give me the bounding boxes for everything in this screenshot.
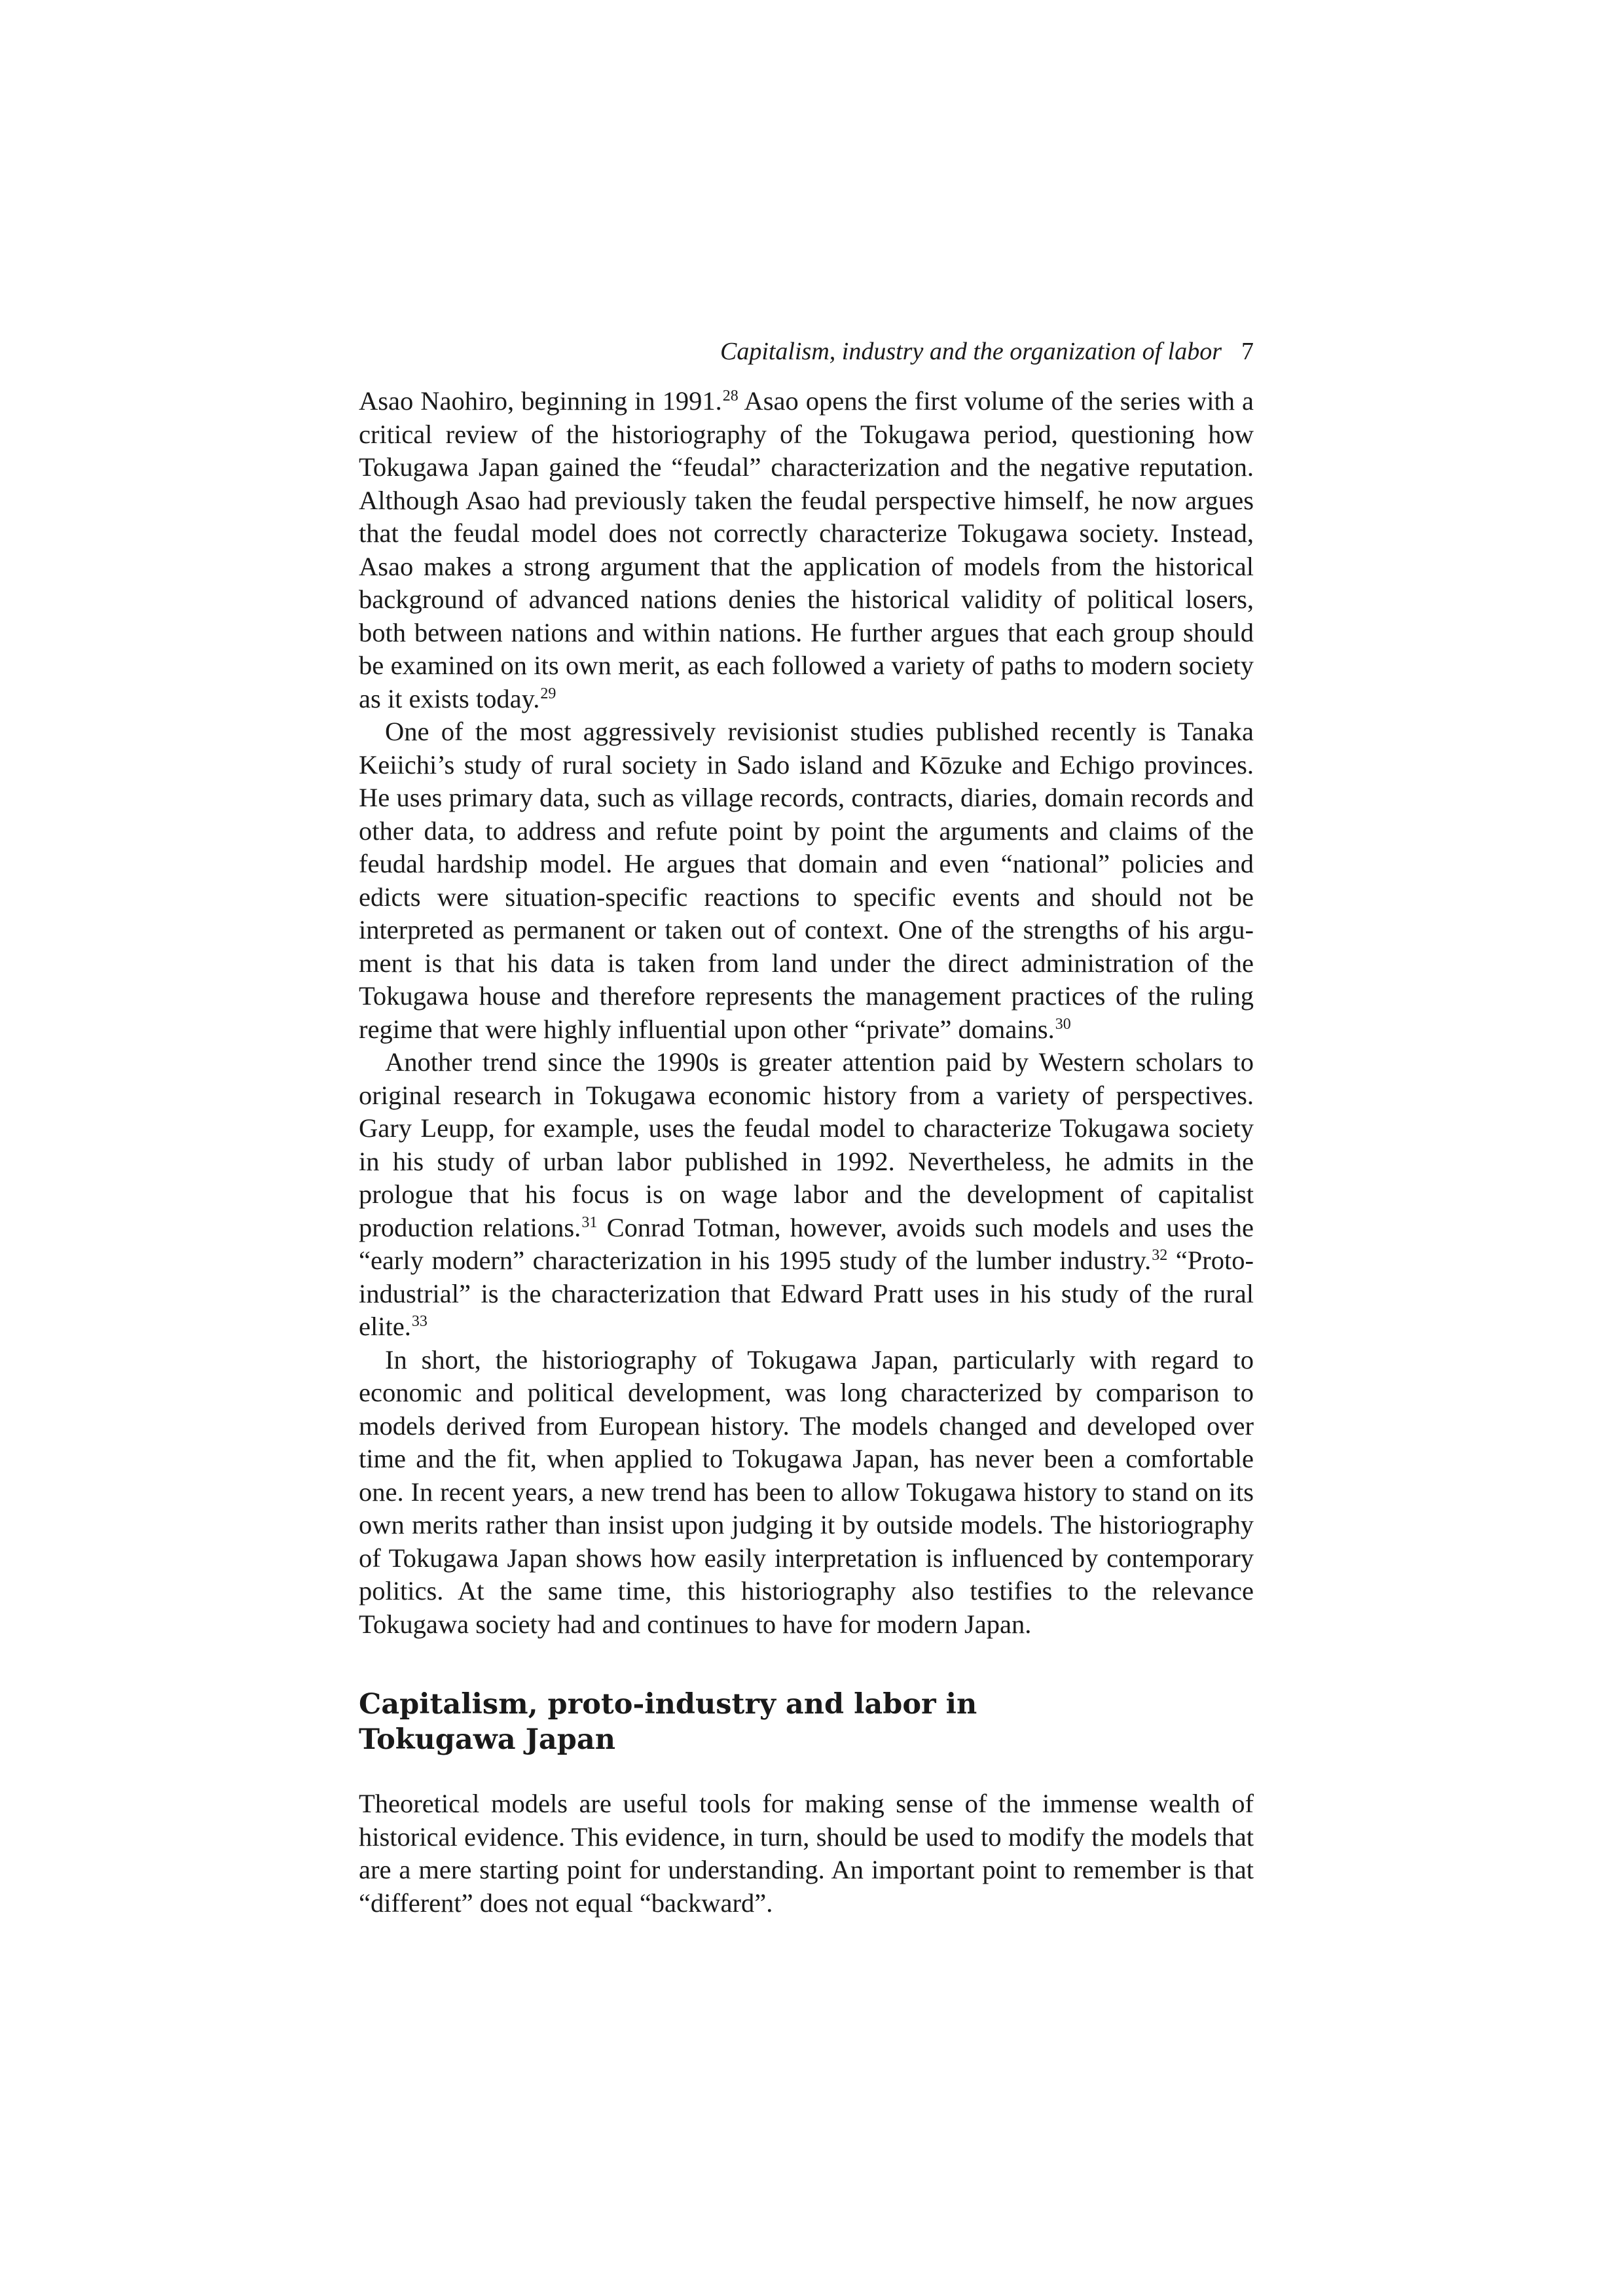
text-run: Conrad Totman, however, avoids such models and uses the “early modern” characterization in his 1995 study of the lumber industry. [359,1212,1254,1275]
body-paragraph [359,715,1254,1046]
body-paragraph [359,1046,1254,1344]
body-paragraph [359,385,1254,715]
page-number: 7 [1241,338,1254,365]
running-head [359,335,1254,368]
text-run: “Proto-industrial” is the characterization that Edward Pratt uses in his study of the rural elite. [359,1246,1254,1341]
body-text [359,385,1254,1920]
running-head-title: Capitalism, industry and the organization of labor [720,338,1222,365]
text-run: Asao opens the first volume of the series with a critical review of the historiography of the Tokugawa period, questioning how Tokugawa Japan gained the “feudal” characterization and the negative reputation. Although Asao had previously taken the feudal perspective himself, he now argues that the feudal model does not correctly characterize Tokugawa society. Instead, Asao makes a strong argument that the application of models from the historical background of advanced nations denies the historical validity of political losers, both between nations and within nations. He further argues that each group should be examined on its own merit, as each followed a variety of paths to modern society as it exists today. [359,386,1254,713]
section-paragraph: Theoretical models are useful tools for making sense of the immense wealth of historical evidence. This evidence, in turn, should be used to modify the models that are a mere starting point for understanding. An important point to remember is that “different” does not equal “backward”. [359,1789,1254,1918]
footnote-marker[interactable]: 30 [1055,1015,1071,1033]
section-heading [359,1687,1013,1757]
footnote-marker[interactable]: 28 [722,387,739,404]
text-run: In short, the historiography of Tokugawa Japan, particularly with regard to economic and political development, was long characterized by comparison to models derived from European history. The models changed and developed over time and the fit, when applied to Tokugawa Japan, has never been a comfortable one. In recent years, a new trend has been to allow Tokugawa history to stand on its own merits rather than insist upon judging it by outside models. The historiography of Tokugawa Japan shows how easily interpretation is influenced by contemporary politics. At the same time, this historiography also testifies to the relevance Tokugawa society had and continues to have for modern Japan. [359,1344,1254,1639]
footnote-marker[interactable]: 29 [540,685,556,702]
text-run: Another trend since the 1990s is greater attention paid by Western scholars to original research in Tokugawa economic history from a variety of perspectives. Gary Leupp, for example, uses the feudal model to characterize Tokugawa society in his study of urban labor published in 1992. Nevertheless, he admits in the prologue that his focus is on wage labor and the development of capitalist production relations. [359,1047,1254,1242]
section-heading-line-1: Capitalism, proto-industry and labor in [359,1688,977,1721]
footnote-marker[interactable]: 33 [411,1313,428,1330]
body-paragraph [359,1344,1254,1641]
footnote-marker[interactable]: 32 [1152,1247,1168,1264]
text-run: Asao Naohiro, beginning in 1991. [359,386,722,416]
footnote-marker[interactable]: 31 [581,1213,598,1231]
paragraphs-container [359,385,1254,1641]
section-heading-line-2: Tokugawa Japan [359,1723,615,1756]
text-run: One of the most aggressively revisionist studies published recently is Tanaka Keiichi’s study of rural society in Sado island and Kōzuke and Echigo provinces. He uses primary data, such as village records, contracts, diaries, domain records and other data, to address and refute point by point the arguments and claims of the feudal hardship model. He argues that domain and even “national” policies and edicts were situation-specific reactions to specific events and should not be interpreted as permanent or taken out of context. One of the strengths of his argument is that his data is taken from land under the direct administration of the Tokugawa house and therefore represents the management practices of the ruling regime that were highly influential upon other “private” domains. [359,717,1254,1044]
